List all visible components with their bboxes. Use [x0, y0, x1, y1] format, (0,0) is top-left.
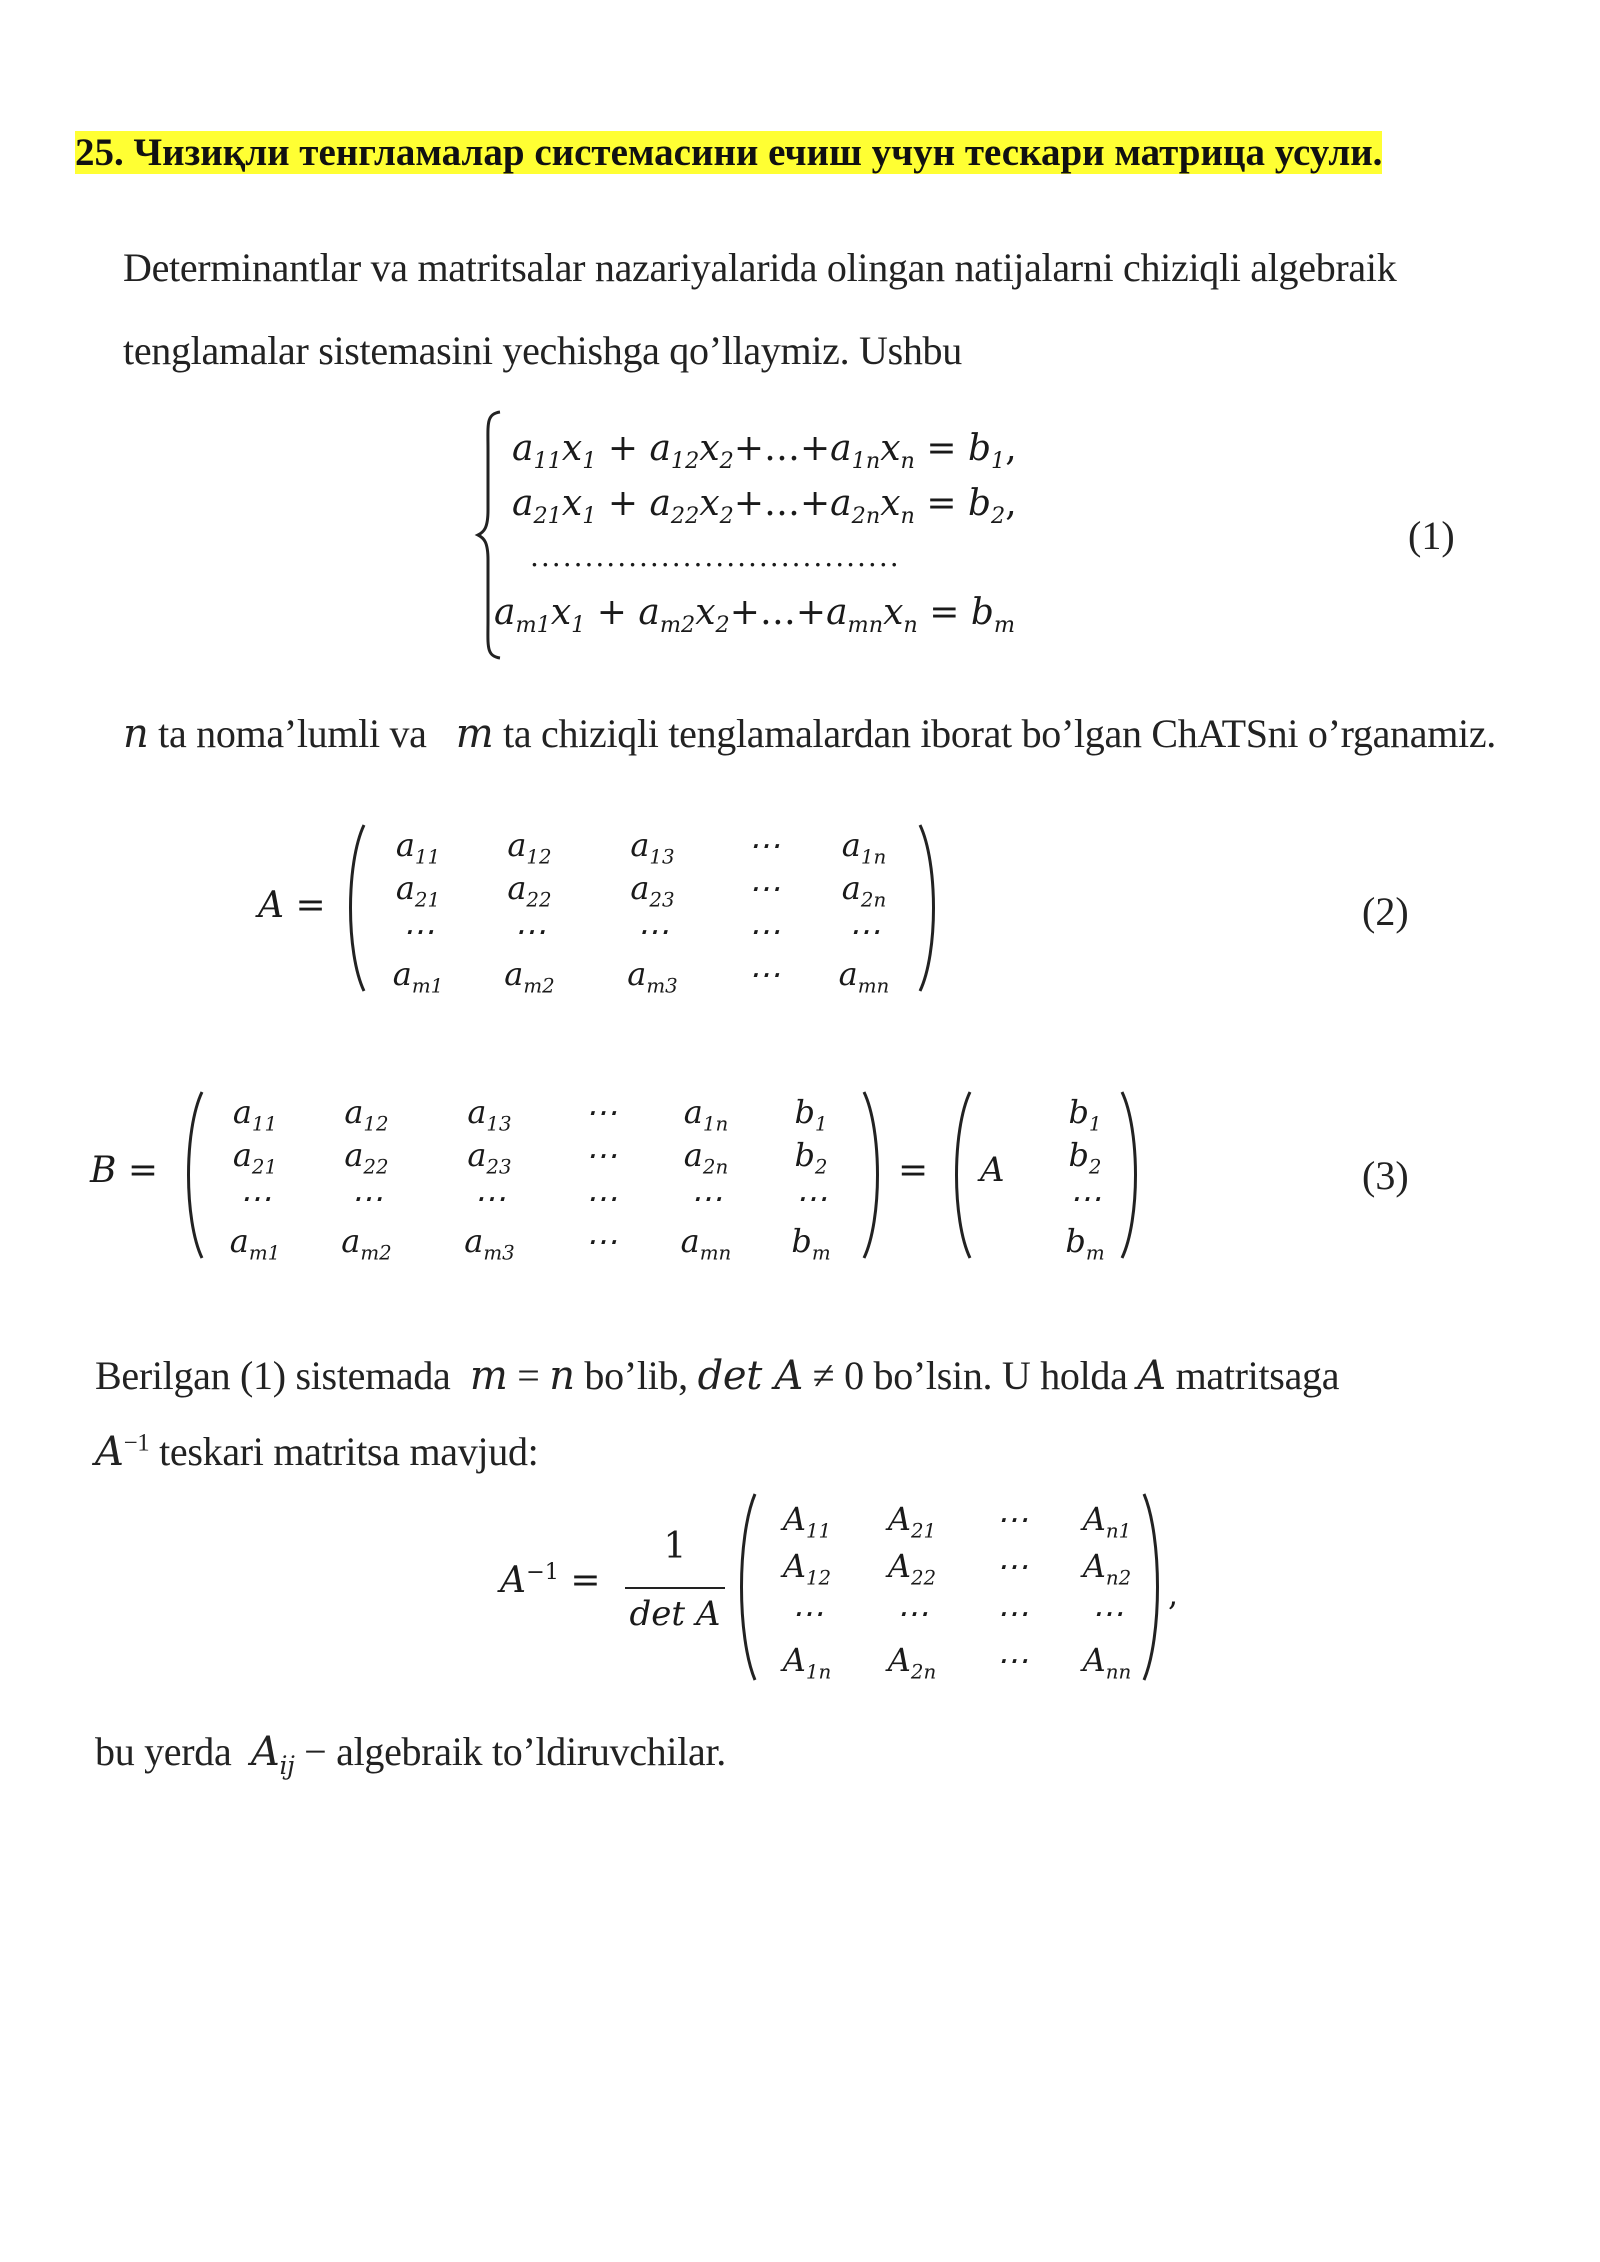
equation-number-2: (2): [1362, 889, 1409, 934]
paragraph-cofactors: bu yerda $A_{ij}$ − algebraik to’ldiruvchilar.: [95, 1729, 726, 1780]
matrix-b-right-paren: [862, 1090, 884, 1260]
matrix-a-right-paren: [918, 823, 940, 993]
matrix-b: $a_{11}$ $a_{12}$ $a_{13}$ ⋯ $a_{1n}$ $b_1$ $a_{21}$ $a_{22}$ $a_{23}$ ⋯ $a_{2n}$ $b_2$ ⋯ ⋯ ⋯ ⋯ ⋯ ⋯ $a_{m1}$ $a_{m2}$ $a_{m3}$ ⋯ $a_{mn}$ $b_m$: [229, 1092, 831, 1264]
block-matrix-b-column: $b_1$ $b_2$ ⋯ $b_m$: [1065, 1092, 1105, 1264]
matrix-b-left-paren: [182, 1090, 204, 1260]
matrix-a-label: A =: [258, 885, 326, 926]
equals-sign: =: [898, 1150, 929, 1191]
inverse-label: $A^{-1}$ =: [500, 1559, 601, 1601]
intro-line-1: Determinantlar va matritsalar nazariyalarida olingan natijalarni chiziqli algebraik: [123, 245, 1397, 290]
system-eq-1: $a_{11}x_1$ + $a_{12}x_2+\dots+a_{1n}x_n = b_1$,: [512, 428, 1017, 475]
system-dots: ..................................: [530, 540, 901, 573]
block-matrix-left-paren: [950, 1090, 972, 1260]
fraction-bar: [625, 1587, 725, 1589]
paragraph-unknowns: n ta noma’lumli va m ta chiziqli tenglamalardan iborat bo’lgan ChATSni o’rganamiz.: [123, 711, 1496, 757]
matrix-b-label: B =: [90, 1150, 159, 1191]
adjugate-matrix: $A_{11}$ $A_{21}$ ⋯ $A_{n1}$ $A_{12}$ $A_{22}$ ⋯ $A_{n2}$ ⋯ ⋯ ⋯ ⋯ $A_{1n}$ $A_{2n}$ ⋯ $A_{nn}$: [782, 1499, 1132, 1683]
block-matrix-right-paren: [1120, 1090, 1142, 1260]
trailing-comma: ,: [1168, 1575, 1179, 1613]
equation-number-1: (1): [1408, 513, 1455, 558]
section-title: 25. Чизиқли тенгламалар системасини ечиш учун тескари матрица усули.: [75, 131, 1383, 174]
inverse-left-paren: [735, 1492, 757, 1682]
fraction-denominator: det A: [629, 1594, 721, 1634]
fraction-numerator: 1: [663, 1526, 687, 1567]
paragraph-condition: Berilgan (1) sistemada m = n bo’lib, det A ≠ 0 bo’lsin. U holda A matritsaga: [95, 1353, 1340, 1399]
system-eq-2: $a_{21}x_1$ + $a_{22}x_2+\dots+a_{2n}x_n = b_2$,: [512, 483, 1017, 530]
block-matrix-a: A: [980, 1150, 1005, 1190]
system-eq-m: $a_{m1}x_1$ + $a_{m2}x_2+\dots+a_{mn}x_n = b_m$: [494, 592, 1016, 639]
matrix-a-left-paren: [344, 823, 366, 993]
intro-line-2: tenglamalar sistemasini yechishga qo’llaymiz. Ushbu: [123, 328, 962, 373]
matrix-a: $a_{11}$ $a_{12}$ $a_{13}$ ⋯ $a_{1n}$ $a_{21}$ $a_{22}$ $a_{23}$ ⋯ $a_{2n}$ ⋯ ⋯ ⋯ ⋯ ⋯ $a_{m1}$ $a_{m2}$ $a_{m3}$ ⋯ $a_{mn}$: [392, 825, 890, 997]
equation-number-3: (3): [1362, 1153, 1409, 1198]
paragraph-inverse: $A^{-1}$ teskari matritsa mavjud:: [95, 1429, 539, 1475]
inverse-right-paren: [1142, 1492, 1164, 1682]
